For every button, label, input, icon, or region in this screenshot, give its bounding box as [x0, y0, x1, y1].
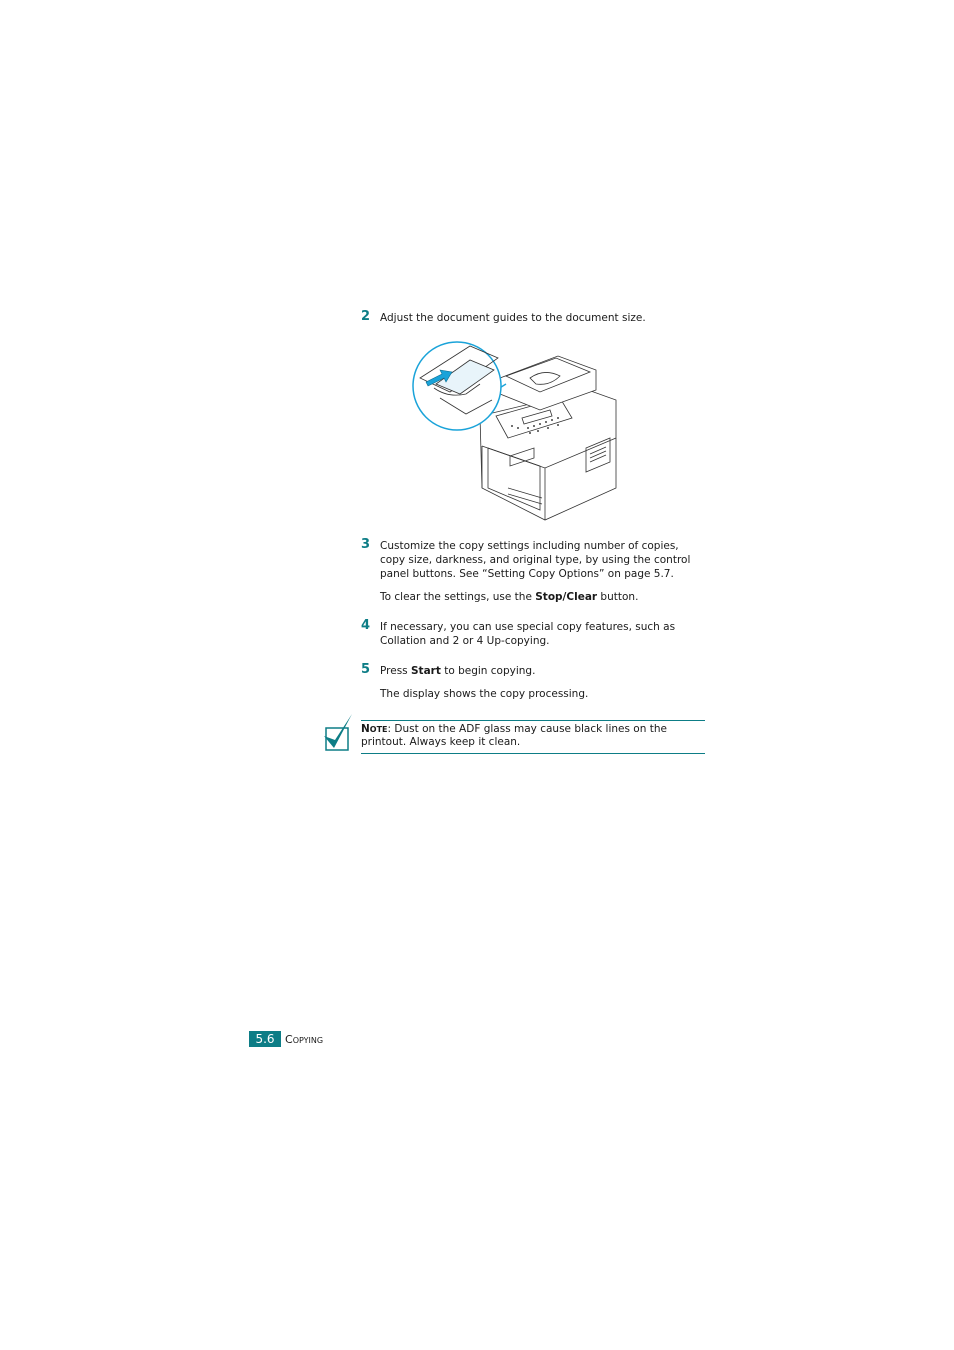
- step-4-line-2: Collation and 2 or 4 Up-copying.: [380, 635, 550, 647]
- step-5-text: [380, 664, 535, 678]
- note-top-rule: [361, 720, 705, 721]
- checkmark-note-icon: [322, 712, 356, 754]
- step-4-number: 4: [361, 618, 371, 633]
- note-line-2: printout. Always keep it clean.: [361, 736, 521, 748]
- step-3-line-3: panel buttons. See “Setting Copy Options” on page 5.7.: [380, 568, 674, 580]
- step-5-suffix: to begin copying.: [440, 665, 536, 677]
- printer-adf-guides-illustration: [410, 338, 622, 523]
- note-text: [361, 723, 667, 748]
- note-line-1: : Dust on the ADF glass may cause black lines on the: [387, 723, 667, 735]
- step-2-text: Adjust the document guides to the document size.: [380, 312, 646, 324]
- note-label-first: N: [361, 723, 370, 735]
- stop-clear-button-label: Stop/Clear: [535, 591, 598, 603]
- page-number-badge: 5.6: [249, 1031, 281, 1047]
- note-label-rest: OTE: [369, 725, 388, 734]
- step-3-line-1: Customize the copy settings including number of copies,: [380, 540, 679, 552]
- step-4-text: [380, 620, 675, 648]
- step-5-extra: The display shows the copy processing.: [380, 688, 589, 700]
- step-5-number: 5: [361, 662, 371, 677]
- chapter-title-first: C: [285, 1033, 293, 1046]
- step-5-prefix: Press: [380, 665, 411, 677]
- step-3-text: [380, 539, 690, 581]
- step-3-line-2: copy size, darkness, and original type, by using the control: [380, 554, 691, 566]
- clear-note-text: To clear the settings, use the: [380, 591, 536, 603]
- note-bottom-rule: [361, 753, 705, 754]
- chapter-title-rest: OPYING: [292, 1036, 324, 1045]
- step-3-number: 3: [361, 537, 371, 552]
- chapter-title: [285, 1033, 323, 1046]
- step-3-clear-note: [380, 590, 638, 604]
- note-label: [361, 723, 388, 735]
- start-button-label: Start: [410, 665, 441, 677]
- clear-note-tail: button.: [597, 591, 639, 603]
- step-4-line-1: If necessary, you can use special copy features, such as: [380, 621, 676, 633]
- step-2-number: 2: [361, 309, 371, 324]
